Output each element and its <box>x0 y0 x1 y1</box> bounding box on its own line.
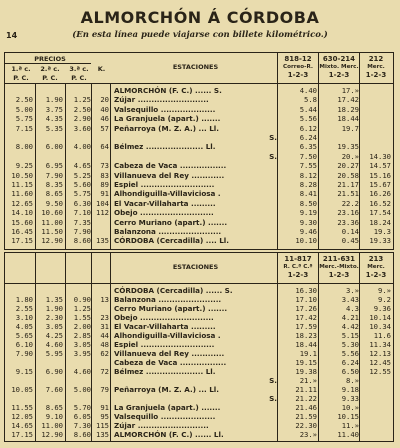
time-cell: 14.30 <box>369 151 391 161</box>
train-type: Correo-R. <box>283 64 313 70</box>
time-cell: 19.35 <box>337 142 359 152</box>
price-cell: 11.00 <box>41 217 63 227</box>
price-cell: 6.90 <box>45 367 63 376</box>
price-cell: 6.00 <box>45 142 63 152</box>
train-type: R. C.ª C.ª <box>283 264 313 270</box>
train-type: Merc.-Mixto. <box>319 264 359 270</box>
time-cell: 0.45 <box>341 236 359 246</box>
price-cell: 1.90 <box>45 95 63 105</box>
train-number: 818-12 <box>284 55 312 63</box>
time-cell: 15.16 <box>369 170 391 180</box>
time-cell: 12.13 <box>369 349 391 358</box>
price-cell: 3.10 <box>15 313 33 322</box>
train-number: 211-631 <box>322 255 356 263</box>
prices-underline <box>5 63 91 64</box>
time-cell: 9.33 <box>341 394 359 403</box>
time-cell: 7.50 <box>299 151 317 161</box>
price-cell: 9.50 <box>45 198 63 208</box>
time-cell: 16.26 <box>369 189 391 199</box>
column-divider <box>65 83 66 249</box>
price-cell: 10.05 <box>11 385 33 394</box>
station-name: Espiel ........................... <box>114 180 215 189</box>
time-cell: 21.17 <box>337 180 359 189</box>
station-name: Cerro Muriano (apart.) ....... <box>114 217 228 227</box>
time-cell: 8.50 <box>299 198 317 208</box>
price-cell: 7.10 <box>73 208 91 218</box>
time-cell: 6.24 <box>299 133 317 142</box>
time-cell: 19.7 <box>341 123 359 133</box>
time-cell: 17.42 <box>337 95 359 105</box>
time-cell: 5.56 <box>299 114 317 124</box>
km-cell: 91 <box>100 403 109 412</box>
time-cell: 21.11 <box>295 385 317 394</box>
price-cell: 2.50 <box>15 95 33 105</box>
station-name: Espiel ........................... <box>114 340 215 349</box>
price-cell: 2.55 <box>15 304 33 313</box>
price-cell: 2.85 <box>73 331 91 340</box>
price-cell: 4.00 <box>73 142 91 152</box>
price-cell: 4.35 <box>45 114 63 124</box>
station-name: Zújar .......................... <box>114 421 209 430</box>
train-number: 630-214 <box>322 55 356 63</box>
station-name: ALMORCHÓN (F. C.) ...... S. <box>114 86 222 95</box>
time-cell: 15.67 <box>369 180 391 189</box>
price-cell: 0.90 <box>73 295 91 304</box>
price-cell: 12.90 <box>41 430 63 439</box>
time-cell: 6.12 <box>299 123 317 133</box>
time-cell: 5.30 <box>341 340 359 349</box>
train-type: Merc. <box>367 264 385 270</box>
station-name: Alhondiguilla-Villaviciosa . <box>114 331 221 340</box>
price-cell: 17.15 <box>11 236 33 246</box>
time-cell: 9.2 <box>378 295 391 304</box>
train-type: Mixto. Merc. <box>319 64 359 70</box>
time-cell: 12.45 <box>369 358 391 367</box>
km-cell: 46 <box>100 114 109 124</box>
price-cell: 11.15 <box>11 180 33 189</box>
time-cell: 22.30 <box>295 421 317 430</box>
time-cell: 17.26 <box>295 304 317 313</box>
time-cell: 12.55 <box>369 367 391 376</box>
time-cell: 10.34 <box>369 322 391 331</box>
station-name: La Granjuela (apart.) ....... <box>114 403 221 412</box>
price-cell: 5.65 <box>15 331 33 340</box>
time-cell: 23.» <box>299 430 317 439</box>
station-name: Cerro Muriano (apart.) ....... <box>114 304 228 313</box>
train-header <box>361 255 391 279</box>
time-cell: 18.23 <box>295 331 317 340</box>
time-cell: 11.34 <box>369 340 391 349</box>
price-cell: 9.25 <box>15 161 33 171</box>
train-classes: 1-2-3 <box>328 271 350 279</box>
price-cell: 2.00 <box>73 322 91 331</box>
station-name: CÓRDOBA (Cercadilla) ...... S. <box>114 286 233 295</box>
price-cell: 6.10 <box>15 340 33 349</box>
price-cell: 2.30 <box>45 313 63 322</box>
price-cell: 7.35 <box>73 217 91 227</box>
price-cell: 8.65 <box>45 403 63 412</box>
price-cell: 5.25 <box>73 170 91 180</box>
station-name: Balanzona ....................... <box>114 295 222 304</box>
column-divider <box>359 253 360 441</box>
time-cell: 11.6 <box>373 331 391 340</box>
time-cell: 18.24 <box>369 217 391 227</box>
time-cell: 5.15 <box>341 331 359 340</box>
time-cell: 9.30 <box>299 217 317 227</box>
price-cell: 11.00 <box>41 421 63 430</box>
header-divider <box>5 283 393 284</box>
price-cell: 4.60 <box>73 367 91 376</box>
train-number: 213 <box>368 255 384 263</box>
class-header: 2.ª c. <box>40 65 60 73</box>
price-cell: 6.30 <box>73 198 91 208</box>
km-cell: 23 <box>100 313 109 322</box>
station-name: Cabeza de Vaca ................. <box>114 161 227 171</box>
timetable-section-1 <box>4 52 394 250</box>
column-divider <box>91 253 92 441</box>
station-name: Bélmez ..................... Ll. <box>114 142 216 152</box>
time-cell: 17.» <box>341 86 359 95</box>
time-cell: 19.15 <box>295 358 317 367</box>
column-divider <box>35 253 36 441</box>
price-cell: 1.80 <box>15 295 33 304</box>
stations-header: ESTACIONES <box>172 63 219 71</box>
train-classes: 1-2-3 <box>328 71 350 79</box>
price-cell: 12.65 <box>11 198 33 208</box>
class-header: 1.ª c. <box>11 65 31 73</box>
price-cell: 5.35 <box>45 123 63 133</box>
station-name: ALMORCHÓN (F. C.) ...... Ll. <box>114 430 224 439</box>
page-title: ALMORCHÓN Á CÓRDOBA <box>80 8 320 27</box>
km-cell: 40 <box>100 104 109 114</box>
price-cell: 4.25 <box>45 331 63 340</box>
time-cell: 21.59 <box>295 412 317 421</box>
time-cell: 4.3 <box>346 304 359 313</box>
time-cell: 18.44 <box>295 340 317 349</box>
price-cell: 8.00 <box>15 142 33 152</box>
km-header: K. <box>97 65 106 73</box>
prices-header: PRECIOS <box>34 55 66 63</box>
price-cell: 5.00 <box>15 104 33 114</box>
km-cell: 104 <box>96 198 109 208</box>
time-cell: 17.42 <box>295 313 317 322</box>
price-cell: 5.75 <box>15 114 33 124</box>
time-cell: 8.» <box>346 376 359 385</box>
time-cell: 9.» <box>378 286 391 295</box>
price-cell: 2.50 <box>73 104 91 114</box>
train-header <box>319 255 359 279</box>
time-cell: 0.14 <box>341 227 359 236</box>
header-divider <box>5 83 393 84</box>
time-cell: 19.33 <box>369 236 391 246</box>
time-cell: 14.57 <box>369 161 391 171</box>
currency-header: P. C. <box>13 74 29 82</box>
time-cell: 19.3 <box>373 227 391 236</box>
price-cell: 7.30 <box>73 421 91 430</box>
km-cell: 135 <box>96 430 109 439</box>
station-name: Balanzona ....................... <box>114 227 222 236</box>
price-cell: 6.95 <box>45 161 63 171</box>
train-header <box>319 55 359 79</box>
station-name: Obejo ........................... <box>114 313 214 322</box>
time-cell: 16.52 <box>369 198 391 208</box>
km-cell: 64 <box>100 142 109 152</box>
time-cell: 17.10 <box>295 295 317 304</box>
time-cell: 3.43 <box>341 295 359 304</box>
time-cell: 4.40 <box>299 86 317 95</box>
km-cell: 112 <box>96 208 109 218</box>
stations-header: ESTACIONES <box>172 263 219 271</box>
time-cell: 20.» <box>341 151 359 161</box>
price-cell: 14.10 <box>11 208 33 218</box>
column-divider <box>277 253 278 441</box>
price-cell: 5.60 <box>73 180 91 189</box>
time-cell: 21.51 <box>337 189 359 199</box>
train-classes: 1-2-3 <box>365 271 387 279</box>
time-cell: 9.18 <box>341 385 359 394</box>
time-cell: 18.44 <box>337 114 359 124</box>
price-cell: 5.00 <box>73 385 91 394</box>
time-cell: 6.35 <box>299 142 317 152</box>
station-name: Valsequillo .................... <box>114 412 216 421</box>
km-cell: 57 <box>100 123 109 133</box>
price-cell: 7.90 <box>45 170 63 180</box>
column-divider <box>110 253 111 441</box>
page-subtitle: (En esta línea puede viajarse con billete kilométrico.) <box>72 30 328 40</box>
time-cell: 17.59 <box>295 322 317 331</box>
time-cell: 16.30 <box>295 286 317 295</box>
page-number: 14 <box>6 31 18 40</box>
price-cell: 8.65 <box>45 189 63 199</box>
station-name: El Vacar-Villaharta ......... <box>114 322 216 331</box>
timetable-section-2 <box>4 252 394 442</box>
time-cell: 11.» <box>341 421 359 430</box>
price-cell: 7.15 <box>15 123 33 133</box>
station-name: La Granjuela (apart.) ....... <box>114 114 221 124</box>
price-cell: 12.05 <box>11 412 33 421</box>
station-name: Zújar .......................... <box>114 95 209 105</box>
price-cell: 1.55 <box>73 313 91 322</box>
price-cell: 9.10 <box>45 412 63 421</box>
km-cell: 83 <box>100 170 109 180</box>
column-divider <box>110 83 111 249</box>
station-name: Valsequillo .................... <box>114 104 216 114</box>
station-name: Villanueva del Rey ............ <box>114 170 225 180</box>
km-cell: 89 <box>100 180 109 189</box>
train-classes: 1-2-3 <box>287 271 309 279</box>
price-cell: 11.55 <box>11 403 33 412</box>
price-cell: 6.05 <box>73 412 91 421</box>
time-cell: 23.16 <box>337 208 359 218</box>
price-cell: 1.25 <box>73 304 91 313</box>
price-cell: 4.65 <box>73 161 91 171</box>
price-cell: 16.45 <box>11 227 33 236</box>
station-name: Villanueva del Rey ............ <box>114 349 225 358</box>
price-cell: 15.60 <box>11 217 33 227</box>
column-divider <box>65 253 66 441</box>
time-cell: 5.8 <box>304 95 317 105</box>
price-cell: 14.65 <box>11 421 33 430</box>
time-cell: 8.41 <box>299 189 317 199</box>
price-cell: 3.60 <box>73 123 91 133</box>
price-cell: 9.15 <box>15 367 33 376</box>
time-cell: 11.40 <box>337 430 359 439</box>
price-cell: 1.25 <box>73 95 91 105</box>
km-cell: 115 <box>96 421 109 430</box>
station-name: CÓRDOBA (Cercadilla) .... Ll. <box>114 236 229 246</box>
price-cell: 4.05 <box>15 322 33 331</box>
station-name: Alhondiguilla-Villaviciosa . <box>114 189 221 199</box>
currency-header: P. C. <box>42 74 58 82</box>
time-cell: 9.36 <box>373 304 391 313</box>
km-cell: 48 <box>100 340 109 349</box>
km-cell: 31 <box>100 322 109 331</box>
time-cell: 6.50 <box>341 367 359 376</box>
price-cell: 11.50 <box>41 227 63 236</box>
price-cell: 7.90 <box>73 227 91 236</box>
time-cell: 5.44 <box>299 104 317 114</box>
time-cell: 10.» <box>341 403 359 412</box>
time-cell: 21.» <box>299 376 317 385</box>
train-header <box>279 255 317 279</box>
km-cell: 79 <box>100 385 109 394</box>
price-cell: 7.60 <box>45 385 63 394</box>
time-cell: 8.28 <box>299 180 317 189</box>
price-cell: 3.05 <box>45 322 63 331</box>
time-cell: 21.46 <box>295 403 317 412</box>
train-classes: 1-2-3 <box>287 71 309 79</box>
price-cell: 10.50 <box>11 170 33 180</box>
time-cell: 17.54 <box>369 208 391 218</box>
price-cell: 7.90 <box>15 349 33 358</box>
price-cell: 1.90 <box>45 304 63 313</box>
train-type: Merc. <box>367 64 385 70</box>
km-cell: 73 <box>100 161 109 171</box>
km-cell: 44 <box>100 331 109 340</box>
class-header: 3.ª c. <box>69 65 89 73</box>
price-cell: 8.60 <box>73 236 91 246</box>
station-name: Peñarroya (M. Z. A.) ... Ll. <box>114 123 219 133</box>
price-cell: 1.35 <box>45 295 63 304</box>
price-cell: 10.60 <box>41 208 63 218</box>
price-cell: 17.15 <box>11 430 33 439</box>
km-cell: 135 <box>96 236 109 246</box>
station-name: Obejo ........................... <box>114 208 214 218</box>
train-number: 11-817 <box>284 255 312 263</box>
price-cell: 5.70 <box>73 403 91 412</box>
km-cell: 91 <box>100 189 109 199</box>
price-cell: 12.90 <box>41 236 63 246</box>
price-cell: 11.60 <box>11 189 33 199</box>
price-cell: 3.95 <box>73 349 91 358</box>
time-cell: 6.24 <box>341 358 359 367</box>
station-name: S. <box>269 376 277 385</box>
train-header <box>279 55 317 79</box>
time-cell: 10.14 <box>369 313 391 322</box>
time-cell: 4.21 <box>341 313 359 322</box>
train-header <box>361 55 391 79</box>
price-cell: 5.95 <box>45 349 63 358</box>
train-number: 212 <box>368 55 384 63</box>
time-cell: 3.» <box>346 286 359 295</box>
km-cell: 72 <box>100 367 109 376</box>
time-cell: 23.36 <box>337 217 359 227</box>
km-cell: 62 <box>100 349 109 358</box>
time-cell: 21.22 <box>295 394 317 403</box>
price-cell: 3.05 <box>73 340 91 349</box>
station-name: S. <box>269 133 277 142</box>
km-cell: 20 <box>100 95 109 105</box>
km-cell: 95 <box>100 412 109 421</box>
time-cell: 18.29 <box>337 104 359 114</box>
time-cell: 5.56 <box>341 349 359 358</box>
time-cell: 22.2 <box>341 198 359 208</box>
km-cell: 13 <box>100 295 109 304</box>
station-name: S. <box>269 394 277 403</box>
time-cell: 20.27 <box>337 161 359 171</box>
column-divider <box>35 83 36 249</box>
time-cell: 7.55 <box>299 161 317 171</box>
time-cell: 8.12 <box>299 170 317 180</box>
price-cell: 4.60 <box>45 340 63 349</box>
station-name: Cabeza de Vaca ................. <box>114 358 227 367</box>
train-classes: 1-2-3 <box>365 71 387 79</box>
station-name: El Vacar-Villaharta ......... <box>114 198 216 208</box>
time-cell: 19.38 <box>295 367 317 376</box>
station-name: S. <box>269 151 277 161</box>
time-cell: 4.42 <box>341 322 359 331</box>
price-cell: 8.60 <box>73 430 91 439</box>
time-cell: 19.1 <box>299 349 317 358</box>
price-cell: 5.75 <box>73 189 91 199</box>
station-name: Bélmez ..................... Ll. <box>114 367 216 376</box>
time-cell: 9.46 <box>299 227 317 236</box>
time-cell: 20.58 <box>337 170 359 180</box>
price-cell: 2.90 <box>73 114 91 124</box>
column-divider <box>91 83 92 249</box>
time-cell: 9.19 <box>299 208 317 218</box>
time-cell: 10.10 <box>295 236 317 246</box>
price-cell: 3.75 <box>45 104 63 114</box>
time-cell: 10.15 <box>337 412 359 421</box>
price-cell: 8.35 <box>45 180 63 189</box>
station-name: Peñarroya (M. Z. A.) ... Ll. <box>114 385 219 394</box>
currency-header: P. C. <box>71 74 87 82</box>
